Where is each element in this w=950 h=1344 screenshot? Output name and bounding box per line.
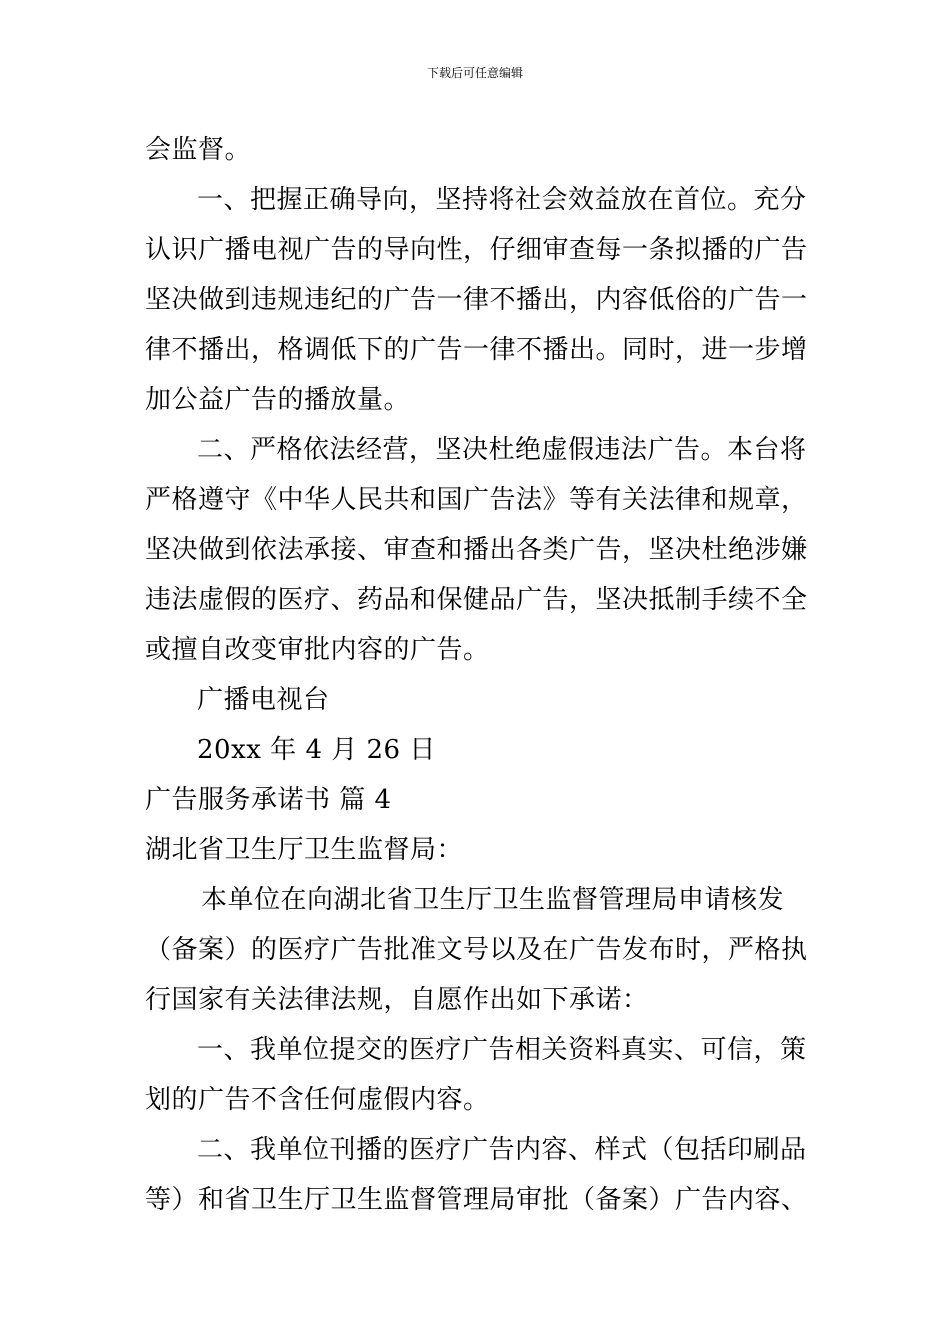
paragraph-first-line: 本单位在向湖北省卫生厅卫生监督管理局申请核发 xyxy=(201,885,785,915)
signature-date: 20xx 年 4 月 26 日 xyxy=(197,735,436,765)
salutation: 湖北省卫生厅卫生监督局： xyxy=(145,835,464,865)
text-line: 坚决做到违规违纪的广告一律不播出，内容低俗的广告一 xyxy=(145,285,808,315)
paragraph-first-line: 二、严格依法经营，坚决杜绝虚假违法广告。本台将 xyxy=(197,435,807,465)
paragraph-first-line: 一、我单位提交的医疗广告相关资料真实、可信，策 xyxy=(197,1035,807,1065)
text-line: 或擅自改变审批内容的广告。 xyxy=(145,635,490,665)
document-body xyxy=(145,125,808,1225)
text-line: 严格遵守《中华人民共和国广告法》等有关法律和规章， xyxy=(145,485,808,515)
text-line: 行国家有关法律法规，自愿作出如下承诺： xyxy=(145,985,649,1015)
paragraph-first-line: 一、把握正确导向，坚持将社会效益放在首位。充分 xyxy=(197,185,807,215)
paragraph-first-line: 二、我单位刊播的医疗广告内容、样式（包括印刷品 xyxy=(197,1135,807,1165)
text-line: 坚决做到依法承接、审查和播出各类广告，坚决杜绝涉嫌 xyxy=(145,535,808,565)
text-line: （备案）的医疗广告批准文号以及在广告发布时，严格执 xyxy=(145,935,808,965)
text-line: 违法虚假的医疗、药品和保健品广告，坚决抵制手续不全 xyxy=(145,585,808,615)
text-line: 划的广告不含任何虚假内容。 xyxy=(145,1085,490,1115)
text-line: 律不播出，格调低下的广告一律不播出。同时，进一步增 xyxy=(145,335,808,365)
text-line: 会监督。 xyxy=(145,135,252,165)
section-heading: 广告服务承诺书 篇 4 xyxy=(145,785,392,815)
page-header-note: 下载后可任意编辑 xyxy=(426,66,523,80)
text-line: 加公益广告的播放量。 xyxy=(145,385,411,415)
signature-organization: 广播电视台 xyxy=(197,685,330,715)
text-line: 等）和省卫生厅卫生监督管理局审批（备案）广告内容、 xyxy=(145,1185,808,1215)
text-line: 认识广播电视广告的导向性，仔细审查每一条拟播的广告 xyxy=(145,235,808,265)
